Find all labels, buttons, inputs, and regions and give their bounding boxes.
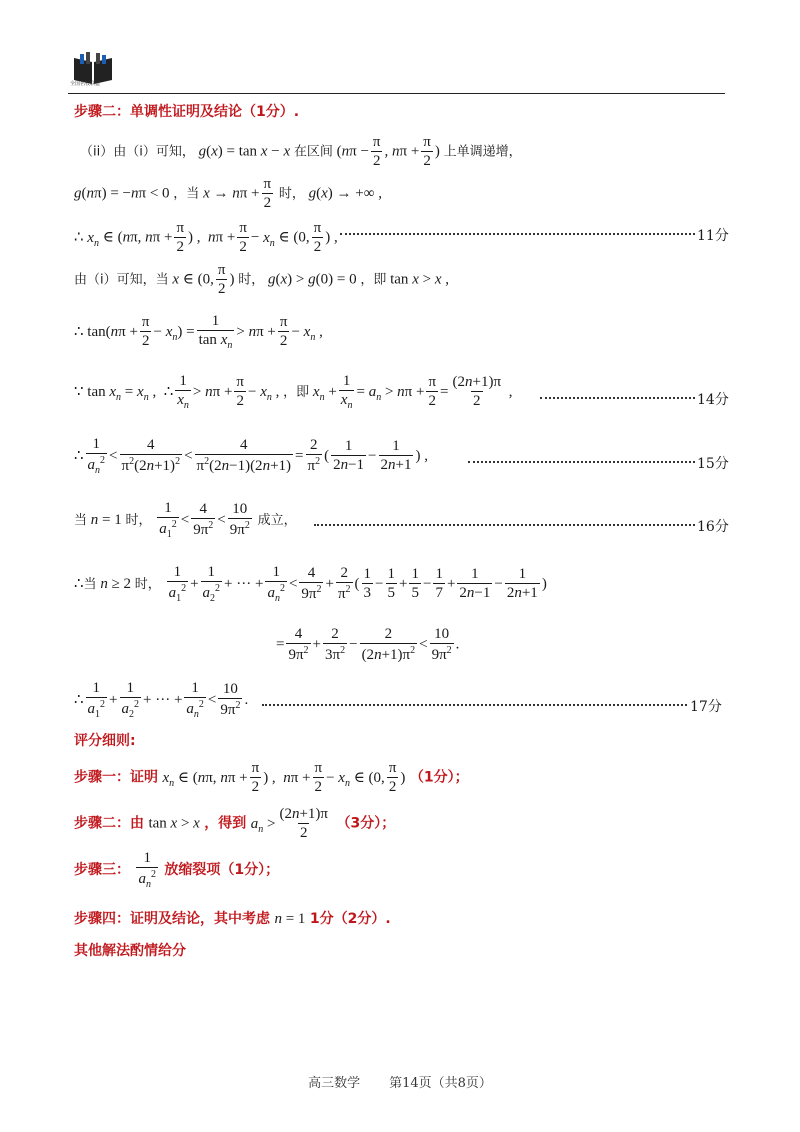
score-15: 15分 [697,456,729,472]
grading-step1: 步骤一：证明 $x_n$ ∈ (nπ, nπ + $\frac{\pi}{2}$ ) , nπ + $\frac{\pi}{2}$ − $x_n$ ∈ (0, $\frac{\pi}{2}$ ) （1分）； [74,760,469,796]
line-tan-ineq: ∴ tan(nπ + $\frac{\pi}{2}$ − $x_n$) = $\frac{1}{\tan x_n}$ > nπ + $\frac{\pi}{2}$ − $x_n$ , [74,313,323,352]
dots-15 [468,461,695,463]
page-footer [0,1072,800,1091]
score-17: 17分 [690,699,722,715]
dots-11 [340,233,695,235]
footer-subject: 高三数学 [308,1076,361,1091]
line-an-bound: ∵ $\tan x_n = x_n$ , ∴ $\frac{1}{x_n}$ > nπ + $\frac{\pi}{2}$ − $x_n$ , ，即 $x_n$ + $\frac{1}{x_n}$ = $a_n > n\pi$ + $\frac{\pi}{2}$ = $\frac{(2n+1)\pi}{2}$ , [74,373,513,412]
score-16: 16分 [697,519,729,535]
score-14: 14分 [697,392,729,408]
grading-title: 评分细则: [74,733,136,749]
step2-title: 步骤二：单调性证明及结论（1分）. [74,104,300,120]
dots-14 [540,397,695,399]
line-xn-interval: ∴ $x_n$ ∈ (nπ, nπ + $\frac{\pi}{2}$ ) , nπ + $\frac{\pi}{2}$ − $x_n$ ∈ (0, $\frac{\pi}{2}$ ) , [74,220,338,256]
footer-page: 第14页（共8页） [389,1076,492,1091]
header-rule [68,93,725,94]
line-tan-gt-x: 由（i）可知，当 x ∈ (0, $\frac{\pi}{2}$ ) 时， g(x) > g(0) = 0 ，即 tan x > x , [74,262,449,298]
line-n-ge-2: ∴当 n ≥ 2 时， $\frac{1}{a_1^2}$ + $\frac{1}{a_2^2}$ + ··· + $\frac{1}{a_n^2}$ < $\frac{4}{9\pi^2}$ + $\frac{2}{\pi^2}$ ( $\frac{1}{3}$ − $\frac{1}{5}$ + $\frac{1}{5}$ − $\frac{1}{7}$ + $\frac{1}{2n-1}$ − $\frac{1}{2n+1}$ ) [74,564,547,605]
line-g-npi: g(nπ) = −nπ < 0 ，当 x → nπ + $\frac{\pi}{2}$ 时， g(x) → +∞ , [74,176,382,212]
line-sum-result: = $\frac{4}{9\pi^2}$ + $\frac{2}{3\pi^2}$ − $\frac{2}{(2n+1)\pi^2}$ < $\frac{10}{9\pi^2}$ . [276,626,460,664]
line-conclusion: ∴ $\frac{1}{a_1^2}$ + $\frac{1}{a_2^2}$ + ··· + $\frac{1}{a_n^2}$ < $\frac{10}{9\pi^2}$ . [74,680,249,721]
logo-text: 全国名校联盟 [70,81,101,87]
grading-step4: 步骤四：证明及结论，其中考虑 n = 1 1分（2分）. [74,911,391,927]
dots-17 [262,704,687,706]
line-n-eq-1: 当 n = 1 时， $\frac{1}{a_1^2}$ < $\frac{4}{9\pi^2}$ < $\frac{10}{9\pi^2}$ 成立， [74,500,297,541]
grading-step2: 步骤二：由 tan x > x ，得到 $a_n$ > $\frac{(2n+1)\pi}{2}$ （3分）； [74,806,396,842]
line-split-terms: ∴ $\frac{1}{a_n^2}$ < $\frac{4}{\pi^2(2n+1)^2}$ < $\frac{4}{\pi^2(2n-1)(2n+1)}$ = $\frac{2}{\pi^2}$ ( $\frac{1}{2n-1}$ − $\frac{1}{2n+1}$ ) , [74,436,428,477]
score-11: 11分 [697,228,729,244]
grading-step3: 步骤三： $\frac{1}{a_n^2}$ 放缩裂项（1分）； [74,850,280,891]
line-ii: （ii）由（i）可知， g(x) = tan x − x 在区间 (nπ − $\frac{\pi}{2}$ , nπ + $\frac{\pi}{2}$ ) 上单调递增， [80,134,522,170]
grading-other: 其他解法酌情给分 [74,943,186,959]
dots-16 [314,524,695,526]
